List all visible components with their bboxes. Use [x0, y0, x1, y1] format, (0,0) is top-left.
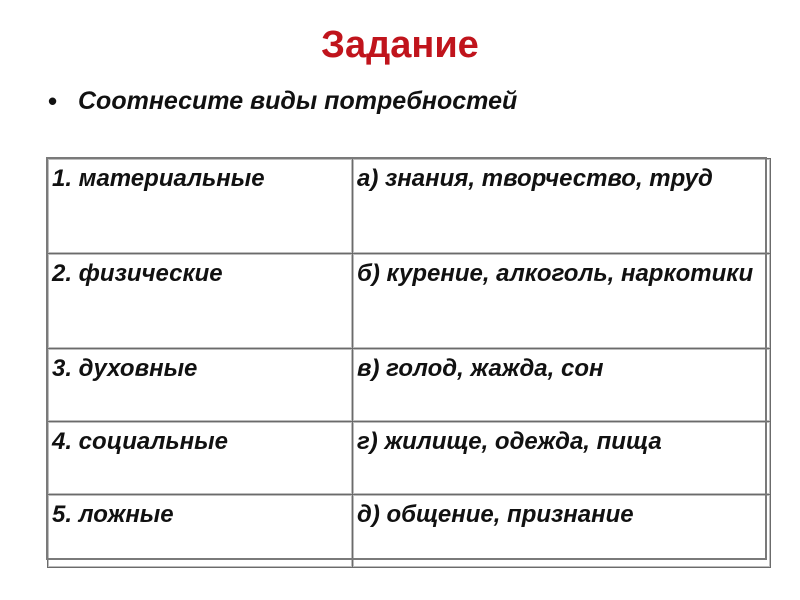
table-row: [48, 254, 771, 349]
matching-table: [47, 158, 771, 568]
needs-type-cell: 2. физические: [48, 254, 353, 349]
needs-type-cell: 4. социальные: [48, 422, 353, 495]
table-row: [48, 422, 771, 495]
example-cell: в) голод, жажда, сон: [353, 349, 771, 422]
example-cell: д) общение, признание: [353, 495, 771, 568]
needs-type-cell: 1. материальные: [48, 159, 353, 254]
slide-title: Задание: [321, 24, 479, 66]
table-row: [48, 495, 771, 568]
needs-type-cell: 5. ложные: [48, 495, 353, 568]
example-cell: а) знания, творчество, труд: [353, 159, 771, 254]
table-row: [48, 159, 771, 254]
example-cell: г) жилище, одежда, пища: [353, 422, 771, 495]
needs-type-cell: 3. духовные: [48, 349, 353, 422]
bullet-icon: •: [48, 86, 58, 116]
task-text: Соотнесите виды потребностей: [78, 87, 518, 115]
task-instruction: [48, 86, 768, 117]
example-cell: б) курение, алкоголь, наркотики: [353, 254, 771, 349]
table-row: [48, 349, 771, 422]
